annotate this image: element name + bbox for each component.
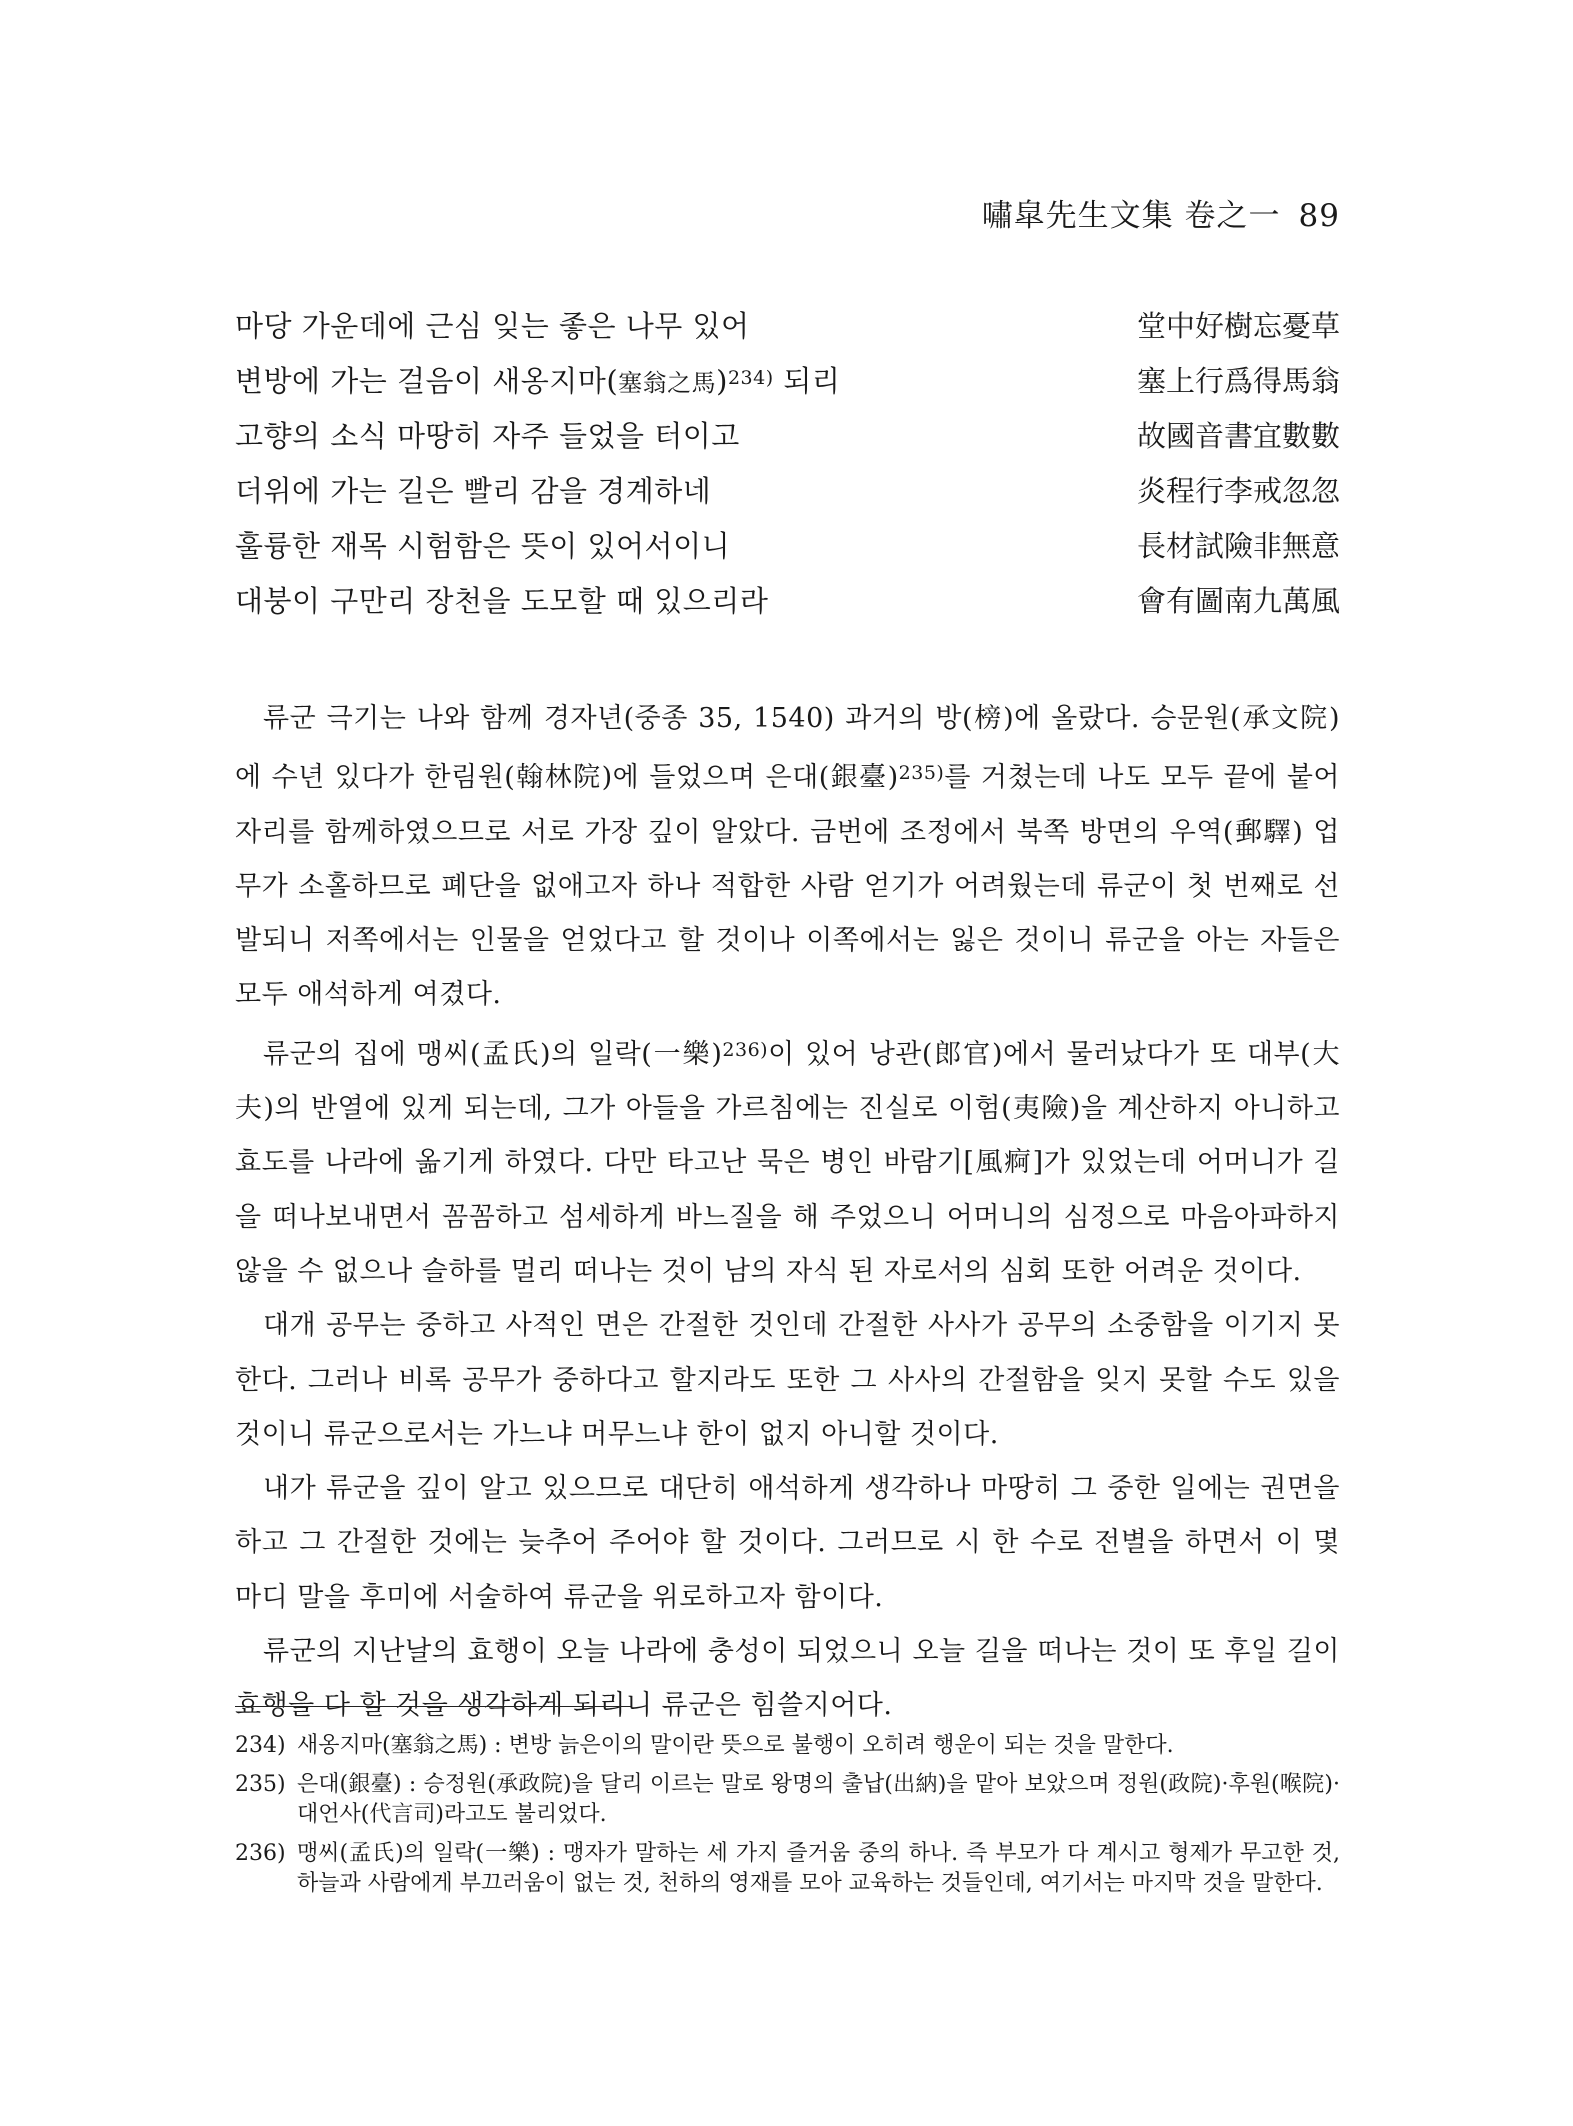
paragraph: 류군의 지난날의 효행이 오늘 나라에 충성이 되었으니 오늘 길을 떠나는 것이 또 후일 길이 효행을 다 할 것을 생각하게 되리니 류군은 힘쓸지어다. xyxy=(235,1636,1340,1722)
footnote-number: 236) xyxy=(235,1841,286,1866)
poem-line xyxy=(235,469,1340,524)
poem-hanja: 長材試險非無意 xyxy=(1136,529,1340,563)
poem-hanja: 炎程行李戒忽忽 xyxy=(1136,474,1340,508)
poem-korean-part: ) xyxy=(716,364,728,398)
poem-line xyxy=(235,304,1340,359)
paragraph: 내가 류군을 깊이 알고 있으므로 대단히 애석하게 생각하나 마땅히 그 중한 일에는 권면을 하고 그 간절한 것에는 늦추어 주어야 할 것이다. 그러므로 시 한 수로 전별을 하면서 이 몇 마디 말을 후미에 서술하여 류군을 위로하고자 함이다. xyxy=(235,1473,1340,1613)
poem-block xyxy=(235,304,1340,634)
paragraph: 대개 공무는 중하고 사적인 면은 간절한 것인데 간절한 사사가 공무의 소중함을 이기지 못한다. 그러나 비록 공무가 중하다고 할지라도 또한 그 사사의 간절함을 잊지 못할 수도 있을 것이니 류군으로서는 가느냐 머무느냐 한이 없지 아니할 것이다. xyxy=(235,1310,1340,1450)
paragraph xyxy=(235,692,1340,1023)
poem-korean-hanja-gloss: 塞翁之馬 xyxy=(618,369,717,397)
poem-korean: 더위에 가는 길은 빨리 감을 경계하네 xyxy=(235,474,712,508)
footnote-ref: 234) xyxy=(727,367,774,389)
poem-hanja: 堂中好樹忘憂草 xyxy=(1136,309,1340,343)
paragraph-text: 류군의 집에 맹씨(孟氏)의 일락(一樂) xyxy=(263,1038,723,1070)
footnote-divider xyxy=(235,1706,631,1707)
poem-hanja: 故國音書宜數數 xyxy=(1136,419,1340,453)
poem-line xyxy=(235,524,1340,579)
footnote xyxy=(235,1731,1340,1761)
poem-korean: 마당 가운데에 근심 잊는 좋은 나무 있어 xyxy=(235,309,750,343)
book-title: 嘯皐先生文集 卷之一 xyxy=(981,198,1281,234)
paragraph xyxy=(235,1023,1340,1299)
footnote-text: 새옹지마(塞翁之馬) : 변방 늙은이의 말이란 뜻으로 불행이 오히려 행운이 되는 것을 말한다. xyxy=(297,1733,1174,1758)
prose-body xyxy=(235,692,1340,1734)
footnote-number: 234) xyxy=(235,1733,286,1758)
poem-hanja: 會有圖南九萬風 xyxy=(1136,584,1340,618)
poem-korean: 대붕이 구만리 장천을 도모할 때 있으리라 xyxy=(235,584,769,618)
paragraph-text: 이 있어 낭관(郎官)에서 물러났다가 또 대부(大夫)의 반열에 있게 되는데, 그가 아들을 가르침에는 진실로 이험(夷險)을 계산하지 아니하고 효도를 나라에 옮기게 하였다. 다만 타고난 묵은 병인 바람기[風痾]가 있었는데 어머니가 길을 떠나보내면서 꼼꼼하고 섬세하게 바느질을 해 주었으니 어머니의 심정으로 마음아파하지 않을 수 없으나 슬하를 멀리 떠나는 것이 남의 자식 된 자로서의 심회 또한 어려운 것이다. xyxy=(235,1038,1341,1287)
poem-korean-part: 변방에 가는 걸음이 새옹지마( xyxy=(235,364,619,398)
paragraph-text: 류군 극기는 나와 함께 경자년(중종 35, 1540) 과거의 방(榜)에 올랐다. 승문원(承文院)에 수년 있다가 한림원(翰林院)에 들었으며 은대(銀臺) xyxy=(235,703,1340,794)
page-number: 89 xyxy=(1298,198,1340,234)
poem-korean: 훌륭한 재목 시험함은 뜻이 있어서이니 xyxy=(235,529,731,563)
poem-line xyxy=(235,414,1340,469)
footnote-ref: 236) xyxy=(722,1038,769,1061)
poem-line xyxy=(235,359,1340,414)
poem-korean xyxy=(235,359,840,400)
poem-hanja: 塞上行爲得馬翁 xyxy=(1136,364,1340,398)
footnote xyxy=(235,1839,1340,1899)
footnote-number: 235) xyxy=(235,1772,286,1797)
footnote xyxy=(235,1770,1340,1830)
poem-line xyxy=(235,579,1340,634)
paragraph-text: 를 거쳤는데 나도 모두 끝에 붙어 자리를 함께하였으므로 서로 가장 깊이 알았다. 금번에 조정에서 북쪽 방면의 우역(郵驛) 업무가 소홀하므로 폐단을 없애고자 하나 적합한 사람 얻기가 어려웠는데 류군이 첫 번째로 선발되니 저쪽에서는 인물을 얻었다고 할 것이나 이쪽에서는 잃은 것이니 류군을 아는 자들은 모두 애석하게 여겼다. xyxy=(235,762,1341,1011)
footnotes xyxy=(235,1731,1340,1908)
footnote-text: 맹씨(孟氏)의 일락(一樂) : 맹자가 말하는 세 가지 즐거움 중의 하나. 즉 부모가 다 계시고 형제가 무고한 것, 하늘과 사람에게 부끄러움이 없는 것, 천하의 영재를 모아 교육하는 것들인데, 여기서는 마지막 것을 말한다. xyxy=(297,1841,1340,1896)
poem-korean: 고향의 소식 마땅히 자주 들었을 터이고 xyxy=(235,419,740,453)
poem-korean-part: 되리 xyxy=(773,364,841,398)
running-header xyxy=(982,190,1340,235)
footnote-ref: 235) xyxy=(898,762,945,785)
footnote-text: 은대(銀臺) : 승정원(承政院)을 달리 이르는 말로 왕명의 출납(出納)을 맡아 보았으며 정원(政院)·후원(喉院)·대언사(代言司)라고도 불리었다. xyxy=(297,1772,1340,1827)
